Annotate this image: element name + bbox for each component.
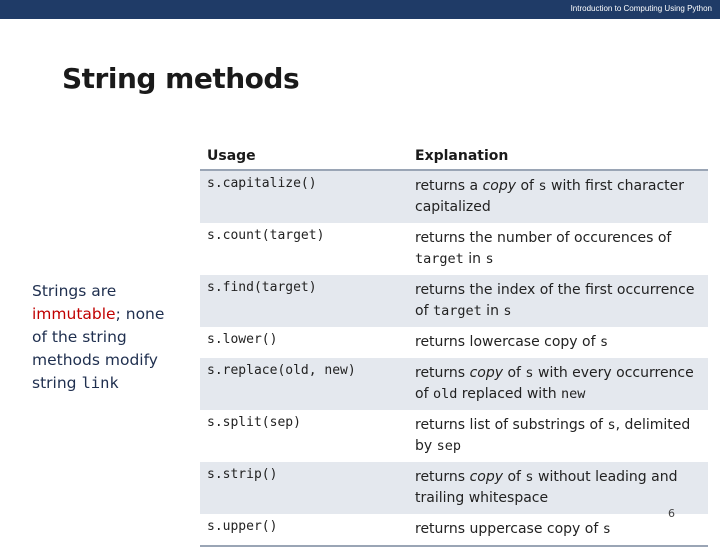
explanation-cell: returns the number of occurences of target in s <box>415 230 672 267</box>
usage-cell: s.replace(old, new) <box>200 358 408 410</box>
course-title: Introduction to Computing Using Python <box>570 4 712 13</box>
table-row <box>200 170 708 223</box>
usage-cell: s.strip() <box>200 462 408 514</box>
explanation-cell: returns uppercase copy of s <box>408 514 708 546</box>
table-row <box>200 327 708 358</box>
table-row <box>200 223 708 275</box>
sidebar-note <box>32 280 182 395</box>
explanation-cell: returns the index of the first occurrence of target in s <box>408 275 708 327</box>
table-row <box>200 358 708 410</box>
table-row <box>200 462 708 514</box>
usage-cell: s.count(target) <box>207 228 325 243</box>
usage-header: Usage <box>200 140 408 170</box>
sidebar-text-1: Strings are <box>32 282 117 300</box>
link-code: link <box>81 374 119 392</box>
slide-title: String methods <box>62 62 300 95</box>
usage-cell: s.upper() <box>200 514 408 546</box>
explanation-cell: returns a copy of s with first character capitalized <box>408 170 708 223</box>
sidebar-text-3: ; none of the string methods modify string <box>32 305 165 392</box>
immutable-word: immutable <box>32 305 116 323</box>
header-bar <box>0 0 720 19</box>
page-number: 6 <box>668 507 675 520</box>
string-methods-table <box>200 140 708 547</box>
explanation-cell: returns lowercase copy of s <box>415 334 609 350</box>
table-row <box>200 514 708 546</box>
table-header-row <box>200 140 708 170</box>
usage-cell: s.capitalize() <box>200 170 408 223</box>
usage-cell: s.split(sep) <box>207 415 301 430</box>
usage-cell: s.lower() <box>207 332 278 347</box>
explanation-cell: returns copy of s without leading and trailing whitespace <box>408 462 708 514</box>
explanation-header: Explanation <box>408 140 708 170</box>
explanation-cell: returns copy of s with every occurrence of old replaced with new <box>408 358 708 410</box>
explanation-cell: returns list of substrings of s, delimited by sep <box>415 417 691 454</box>
table-row <box>200 275 708 327</box>
table-row <box>200 410 708 462</box>
usage-cell: s.find(target) <box>200 275 408 327</box>
